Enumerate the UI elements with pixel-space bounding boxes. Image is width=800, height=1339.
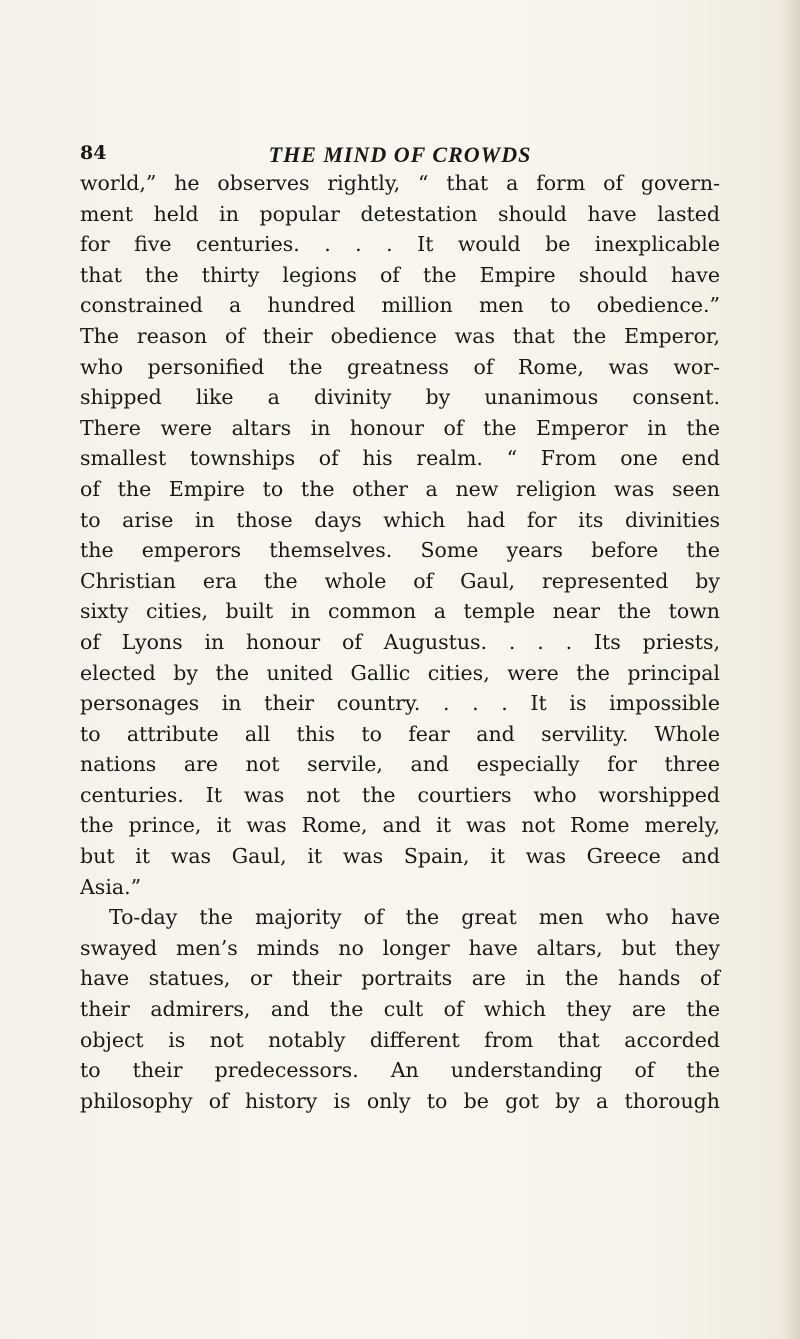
text-line: who personified the greatness of Rome, was wor- <box>80 354 720 379</box>
text-line: to attribute all this to fear and servility. Whole <box>80 721 720 746</box>
body-text <box>80 168 720 1116</box>
text-line: philosophy of history is only to be got by a thorough <box>80 1088 720 1113</box>
text-line: The reason of their obedience was that the Emperor, <box>80 323 720 348</box>
text-line: shipped like a divinity by unanimous consent. <box>80 385 720 410</box>
paragraph-2 <box>80 902 720 1116</box>
text-line: that the thirty legions of the Empire should have <box>80 262 720 287</box>
paragraph-1 <box>80 168 720 902</box>
text-line: sixty cities, built in common a temple near the town <box>80 599 720 624</box>
text-line: for five centuries. . . . It would be inexplicable <box>80 232 720 257</box>
text-line: the prince, it was Rome, and it was not Rome merely, <box>80 813 720 838</box>
text-line: personages in their country. . . . It is impossible <box>80 691 720 716</box>
text-line: ment held in popular detestation should have lasted <box>80 201 720 226</box>
text-line: swayed men’s minds no longer have altars, but they <box>80 935 720 960</box>
text-line: but it was Gaul, it was Spain, it was Greece and <box>80 844 720 869</box>
text-line: nations are not servile, and especially for three <box>80 752 720 777</box>
text-line: have statues, or their portraits are in the hands of <box>80 966 720 991</box>
text-line: To-day the majority of the great men who have <box>109 905 720 930</box>
text-line: Asia.” <box>80 874 142 899</box>
text-line: to arise in those days which had for its divinities <box>80 507 720 532</box>
text-line: There were altars in honour of the Emperor in the <box>80 415 720 440</box>
text-line: object is not notably different from that accorded <box>80 1027 720 1052</box>
text-line: of the Empire to the other a new religion was seen <box>80 476 720 501</box>
text-line: world,” he observes rightly, “ that a form of govern- <box>80 171 720 195</box>
text-line: Christian era the whole of Gaul, represented by <box>80 568 720 593</box>
text-line: elected by the united Gallic cities, were the principal <box>80 660 720 685</box>
text-line: the emperors themselves. Some years before the <box>80 538 720 563</box>
text-line: to their predecessors. An understanding of the <box>80 1058 720 1083</box>
page-number: 84 <box>80 142 107 164</box>
text-line: of Lyons in honour of Augustus. . . . Its priests, <box>80 629 720 654</box>
page-edge-shadow <box>782 0 800 1339</box>
text-line: smallest townships of his realm. “ From one end <box>80 446 720 471</box>
text-line: centuries. It was not the courtiers who worshipped <box>80 782 720 807</box>
text-line: constrained a hundred million men to obedience.” <box>80 293 720 318</box>
running-title: THE MIND OF CROWDS <box>268 142 532 167</box>
text-line: their admirers, and the cult of which they are the <box>80 997 720 1022</box>
